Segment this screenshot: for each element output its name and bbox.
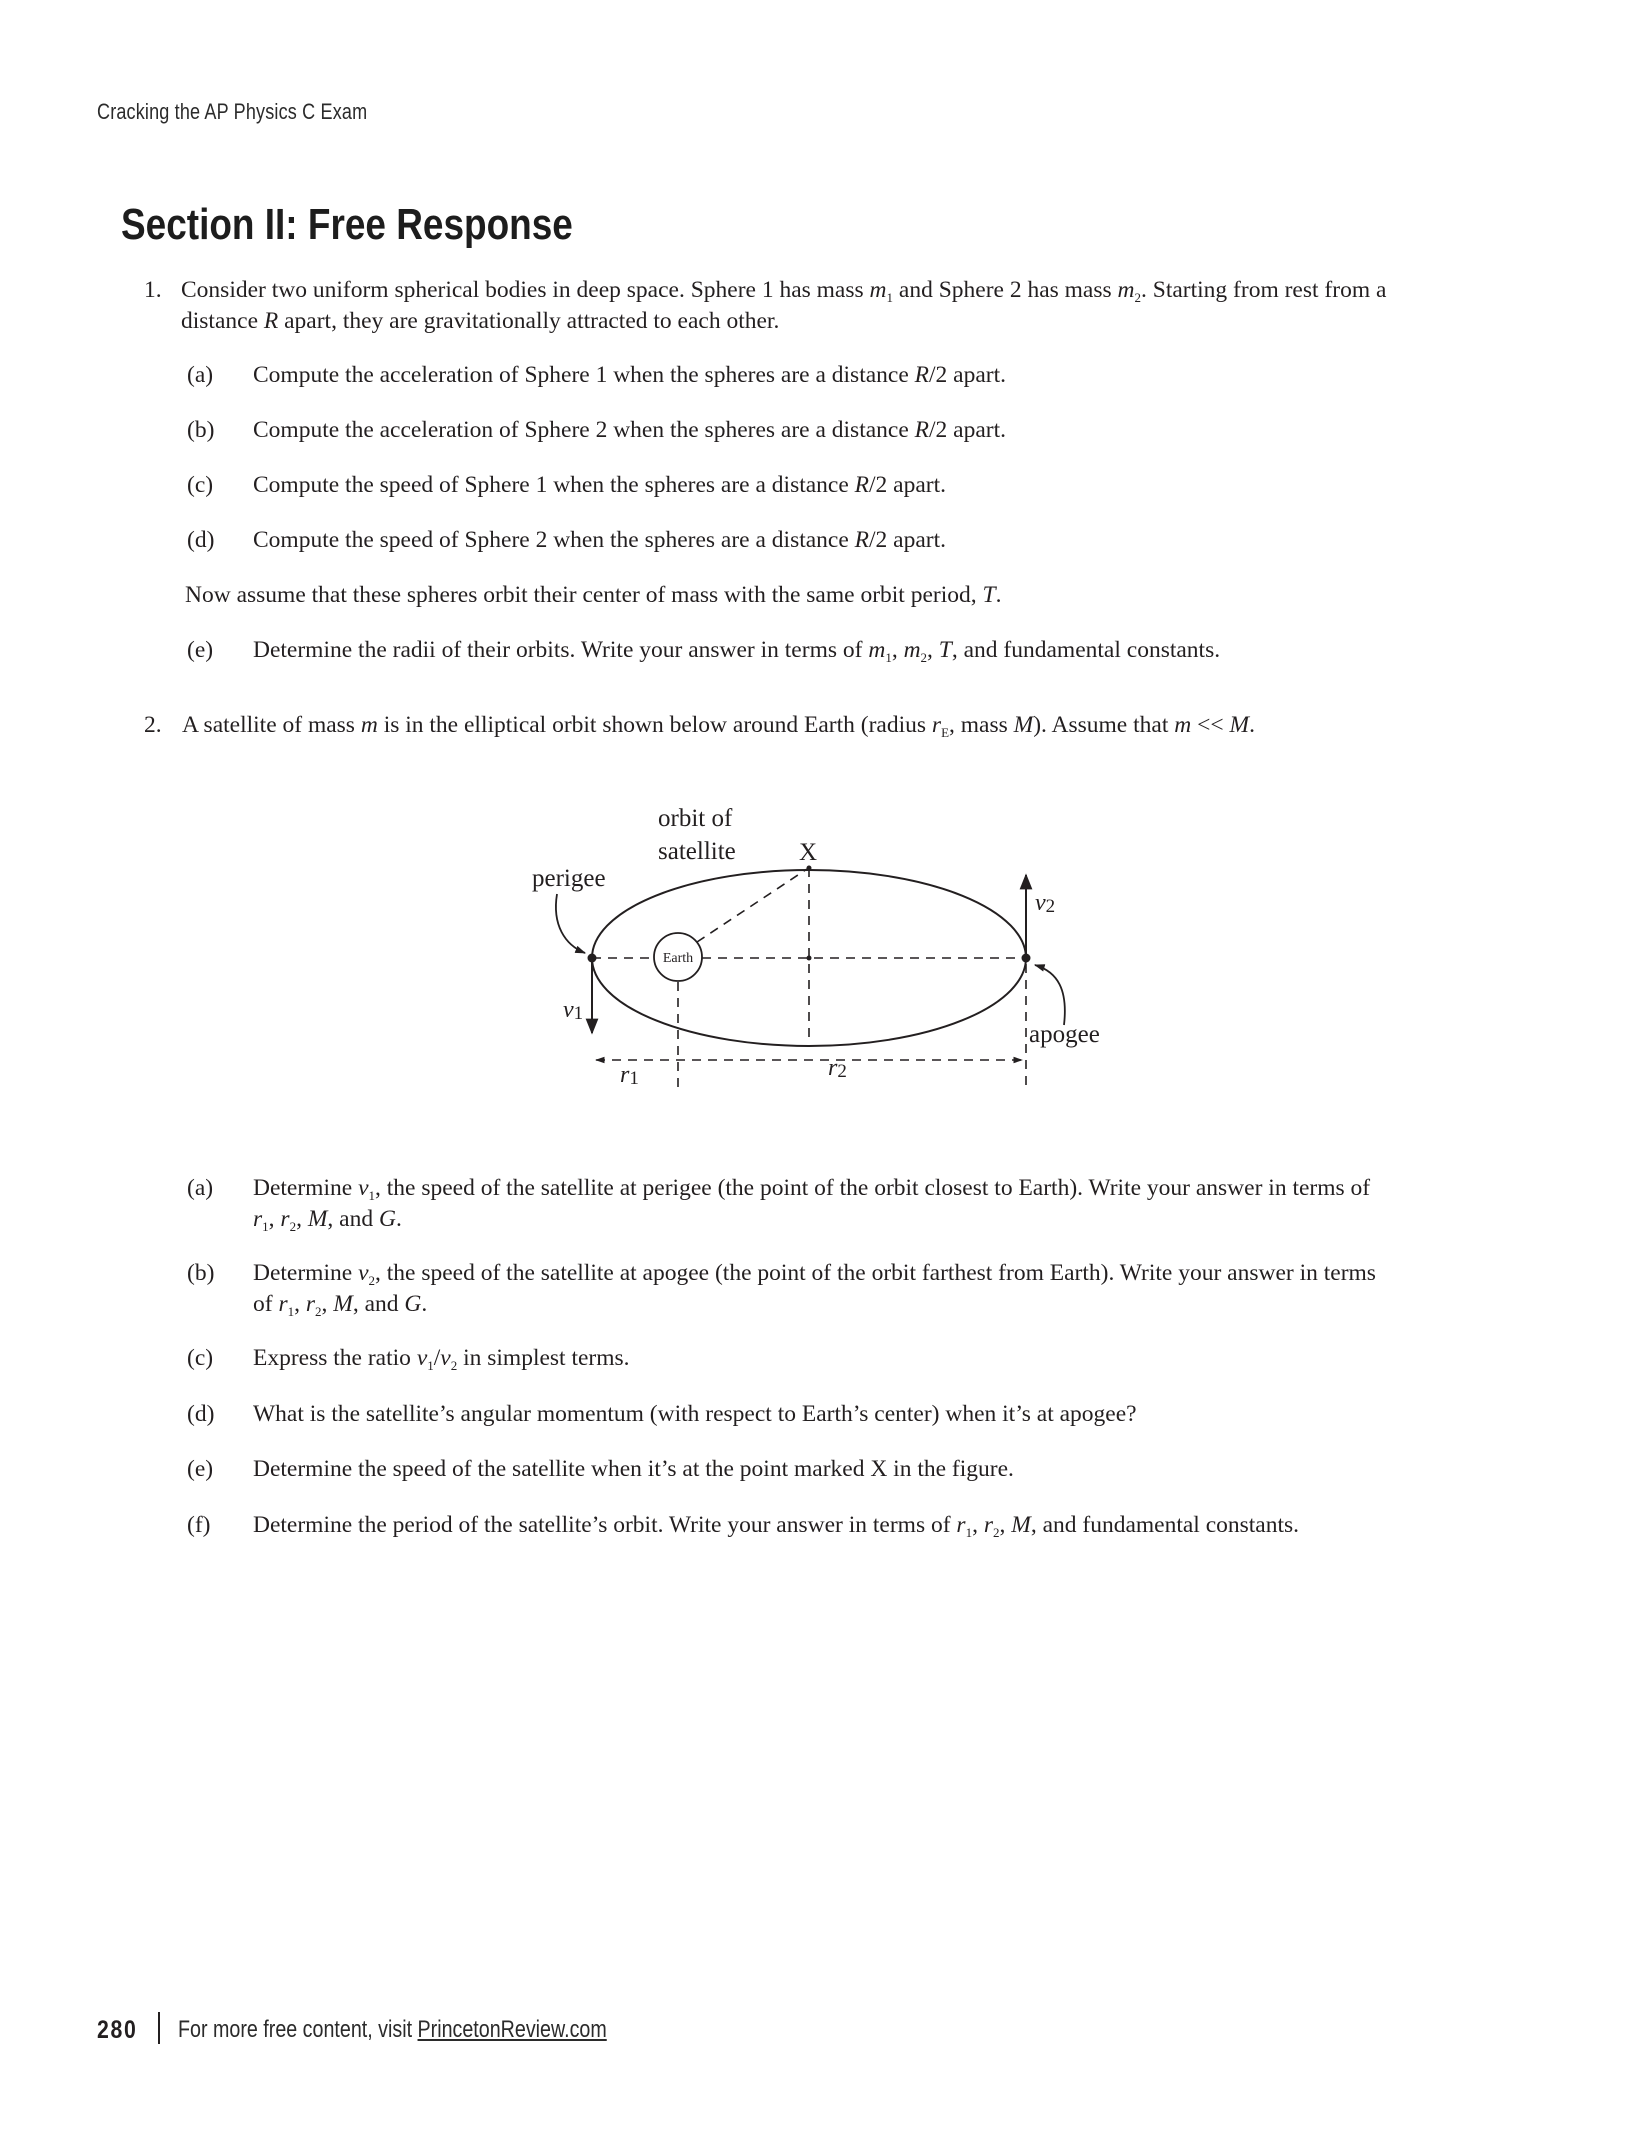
question-stem: A satellite of mass m is in the elliptical orbit shown below around Earth (radius $r_E$, mass M). Assume that m << M. [182, 712, 1255, 740]
section-title: Section II: Free Response [121, 200, 573, 249]
apogee-label: apogee [1029, 1021, 1100, 1048]
running-head: Cracking the AP Physics C Exam [97, 99, 368, 124]
point-x-label: X [799, 839, 818, 866]
apogee-pointer [1035, 965, 1065, 1025]
apogee-dot [1022, 954, 1031, 963]
perigee-pointer [556, 894, 585, 953]
interlude-text: Now assume that these spheres orbit their center of mass with the same orbit period, T. [185, 582, 1002, 608]
perigee-label: perigee [532, 865, 606, 892]
princeton-review-link[interactable]: PrincetonReview.com [417, 2016, 607, 2043]
orbit-label-line2: satellite [658, 838, 736, 865]
page-number: 280 [97, 2016, 138, 2044]
question-stem-line1: Consider two uniform spherical bodies in deep space. Sphere 1 has mass $m_1$ and Sphere 2 has mass $m_2$. Starting from rest from a [181, 277, 1387, 305]
point-x-dot [807, 866, 812, 871]
question-stem-line2: distance R apart, they are gravitationally attracted to each other. [181, 308, 780, 334]
earth-label: Earth [662, 951, 694, 966]
center-dot [807, 956, 812, 961]
r1-label: r1 [620, 1062, 639, 1089]
question-number: 2. [144, 712, 162, 738]
orbit-label-line1: orbit of [658, 805, 733, 832]
perigee-dot [588, 954, 597, 963]
v1-label: v1 [563, 997, 584, 1024]
footer-text: For more free content, visit PrincetonReview.com [178, 2016, 607, 2043]
footer-divider [158, 2012, 160, 2044]
question-number: 1. [144, 277, 162, 303]
r2-label: r2 [828, 1055, 847, 1082]
v2-label: v2 [1035, 890, 1056, 917]
